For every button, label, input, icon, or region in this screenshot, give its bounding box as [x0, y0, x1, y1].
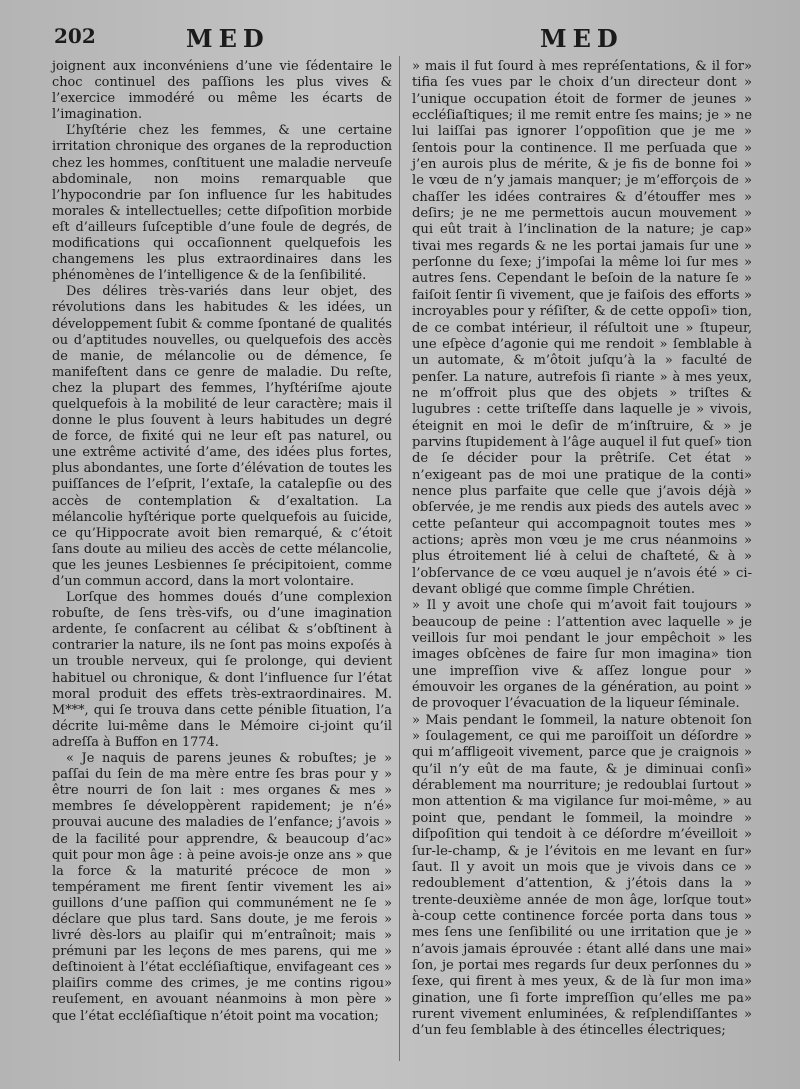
- quoted-memoir: » Mais pendant le ſommeil, la nature obtenoit ſon » ſoulagement, ce qui me paroiſſoit un déſordre » qui m’affligeoit vivement, parce que je craignois » qu’il n’y eût de ma faute, & je diminuai conſi» dérablement ma nourriture; je redoublai ſurtout » mon attention & ma vigilance ſur moi-même, » au point que, pendant le ſommeil, la moindre » diſpoſition qui tendoit à ce déſordre m’éveilloit » ſur-le-champ, & je l’évitois en me levant en ſur» ſaut. Il y avoit un mois que je vivois dans ce » redoublement d’attention, & j’étois dans la » trente-deuxième année de mon âge, lorſque tout» à-coup cette continence forcée porta dans tous » mes ſens une ſenſibilité ou une irritation que je » n’avois jamais éprouvée : étant allé dans une mai» ſon, je portai mes regards ſur deux perſonnes du » ſexe, qui firent à mes yeux, & de là ſur mon ima» gination, une ſi forte impreſſion qu’elles me pa» rurent vivement enluminées, & reſplendiſſantes » d’un feu ſemblable à des étincelles électriques;: [412, 712, 752, 1039]
- running-head-right: MED: [540, 24, 624, 53]
- right-column: [412, 59, 752, 1040]
- quoted-memoir: » mais il fut ſourd à mes repréſentations, & il for» tifia ſes vues par le choix d’un directeur dont » l’unique occupation étoit de former de jeunes » eccléſiaſtiques; il me remit entre ſes mains; je » ne lui laiſſai pas ignorer l’oppoſition que je me » ſentois pour la continence. Il me perſuada que » j’en aurois plus de mérite, & je fis de bonne foi » le vœu de n’y jamais manquer; je m’efforçois de » chaſſer les idées contraires & d’étouffer mes » deſirs; je ne me permettois aucun mouvement » qui eût trait à l’inclination de la nature; je cap» tivai mes regards & ne les portai jamais ſur une » perſonne du ſexe; j’impoſai la même loi ſur mes » autres ſens. Cependant le beſoin de la nature ſe » faiſoit ſentir ſi vivement, que je faiſois des efforts » incroyables pour y réſiſter, & de cette oppoſi» tion, de ce combat intérieur, il réſultoit une » ſtupeur, une eſpèce d’agonie qui me rendoit » ſemblable à un automate, & m’ôtoit juſqu’à la » faculté de penſer. La nature, autrefois ſi riante » à mes yeux, ne m’offroit plus que des objets » triſtes & lugubres : cette triſteſſe dans laquelle je » vivois, éteignit en moi le deſir de m’inſtruire, & » je parvins ſtupidement à l’âge auquel il fut queſ» tion de ſe décider pour la prêtriſe. Cet état » n’exigeant pas de moi une pratique de la conti» nence plus parfaite que celle que j’avois déjà » obſervée, je me rendis aux pieds des autels avec » cette peſanteur qui accompagnoit toutes mes » actions; après mon vœu je me crus néanmoins » plus étroitement lié à celui de chaſteté, & à » l’obſervance de ce vœu auquel je n’avois été » ci-devant obligé que comme ſimple Chrétien.: [412, 59, 752, 597]
- paragraph: Lorſque des hommes doués d’une complexion robuſte, de ſens très-vifs, ou d’une imagination ardente, ſe conſacrent au célibat & s’obſtinent à contrarier la nature, ils ne ſont pas moins expoſés à un trouble nerveux, qui ſe prolonge, qui devient habituel ou chronique, & dont l’influence ſur l’état moral produit des effets très-extraordinaires. M. M***, qui ſe trouva dans cette pénible ſituation, l’a décrite lui-même dans le Mémoire ci-joint qu’il adreſſa à Buffon en 1774.: [52, 590, 392, 750]
- paragraph: joignent aux inconvéniens d’une vie ſédentaire le choc continuel des paſſions les plus vives & l’exercice immodéré ou même les écarts de l’imagination.: [52, 59, 392, 123]
- paragraph: L’hyſtérie chez les femmes, & une certaine irritation chronique des organes de la reproduction chez les hommes, conſtituent une maladie nerveuſe abdominale, non moins remarquable que l’hypocondrie par ſon influence ſur les habitudes morales & intellectuelles; cette diſpoſition morbide eſt d’ailleurs ſuſceptible d’une foule de degrés, de modifications qui occaſionnent quelquefois les changemens les plus extraordinaires dans les phénomènes de l’intelligence & de la ſenſibilité.: [52, 123, 392, 284]
- paragraph: Des délires très-variés dans leur objet, des révolutions dans les habitudes & les idées, un développement ſubit & comme ſpontané de qualités ou d’aptitudes nouvelles, ou quelquefois des accès de manie, de mélancolie ou de démence, ſe manifeſtent dans ce genre de maladie. Du reſte, chez la plupart des femmes, l’hyſtériſme ajoute quelquefois à la mobilité de leur caractère; mais il donne le plus ſouvent à leurs habitudes un degré de force, de fixité qui ne leur eſt pas naturel, ou une extrême activité d’ame, des idées plus fortes, plus abondantes, une ſorte d’élévation de toutes les puiſſances de l’eſprit, l’extaſe, la catalepſie ou des accès de contemplation & d’exaltation. La mélancolie hyſtérique porte quelquefois au ſuicide, ce qu’Hippocrate avoit bien remarqué, & c’étoit ſans doute au milieu des accès de cette mélancolie, que les jeunes Lesbiennes ſe précipitoient, comme d’un commun accord, dans la mort volontaire.: [52, 284, 392, 589]
- left-column: [52, 59, 392, 1025]
- quoted-memoir: » Il y avoit une choſe qui m’avoit fait toujours » beaucoup de peine : l’attention avec laquelle » je veillois ſur moi pendant le jour empêchoit » les images obſcènes de faire ſur mon imagina» tion une impreſſion vive & aſſez longue pour » émouvoir les organes de la génération, au point » de provoquer l’évacuation de la liqueur ſéminale.: [412, 598, 752, 712]
- column-divider: [399, 56, 400, 1061]
- quoted-memoir: « Je naquis de parens jeunes & robuſtes; je » paſſai du ſein de ma mère entre ſes bras pour y » être nourri de ſon lait : mes organes & mes » membres ſe développèrent rapidement; je n’é» prouvai aucune des maladies de l’enfance; j’avois » de la facilité pour apprendre, & beaucoup d’ac» quit pour mon âge : à peine avois-je onze ans » que la force & la maturité précoce de mon » tempérament me firent ſentir vivement les ai» guillons d’une paſſion qui communément ne ſe » déclare que plus tard. Sans doute, je me ferois » livré dès-lors au plaiſir qui m’entraînoit; mais » prémuni par les leçons de mes parens, qui me » deſtinoient à l’état eccléſiaſtique, envifageant ces » plaiſirs comme des crimes, je me contins rigou» reuſement, en avouant néanmoins à mon père » que l’état eccléſiaſtique n’étoit point ma vocation;: [52, 751, 392, 1024]
- page-number: 202: [54, 24, 96, 48]
- running-head-left: MED: [186, 24, 270, 53]
